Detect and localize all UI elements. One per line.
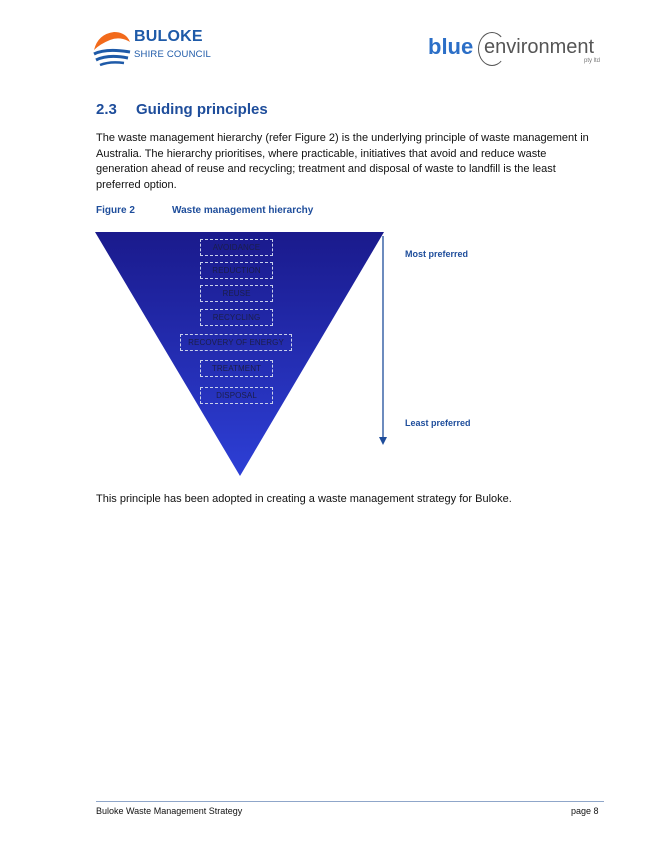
hierarchy-level: AVOIDANCE [200,239,273,256]
footer-divider [96,801,604,802]
logo-suffix: pty ltd [584,58,601,64]
buloke-logo-name: BULOKE [134,28,203,45]
preference-arrow-head [379,437,387,445]
hierarchy-level: REDUCTION [200,262,273,279]
least-preferred-label: Least preferred [405,418,471,428]
footer-document-title: Buloke Waste Management Strategy [96,806,243,816]
hierarchy-level: DISPOSAL [200,387,273,404]
section-title: Guiding principles [136,101,268,118]
buloke-logo-subtitle: SHIRE COUNCIL [134,49,212,60]
footer-page-number: page 8 [571,806,599,816]
figure-number: Figure 2 [96,205,135,216]
figure-title: Waste management hierarchy [172,205,314,216]
body-paragraph: The waste management hierarchy (refer Figure 2) is the underlying principle of waste management in Australia. The hierarchy prioritises, where practicable, initiatives that avoid and reduce waste generation ahead of reuse and recycling; treatment and disposal of waste to landfill is the least preferred option. [96,132,589,191]
hierarchy-level: TREATMENT [200,360,273,377]
environment-logo-word: environment [484,36,595,58]
hierarchy-level: RECYCLING [200,309,273,326]
blue-logo-word: blue [428,34,474,59]
section-number: 2.3 [96,101,117,118]
closing-paragraph: This principle has been adopted in creating a waste management strategy for Buloke. [96,493,512,505]
hierarchy-level: RECOVERY OF ENERGY [180,334,292,351]
hierarchy-level: REUSE [200,285,273,302]
most-preferred-label: Most preferred [405,249,469,259]
